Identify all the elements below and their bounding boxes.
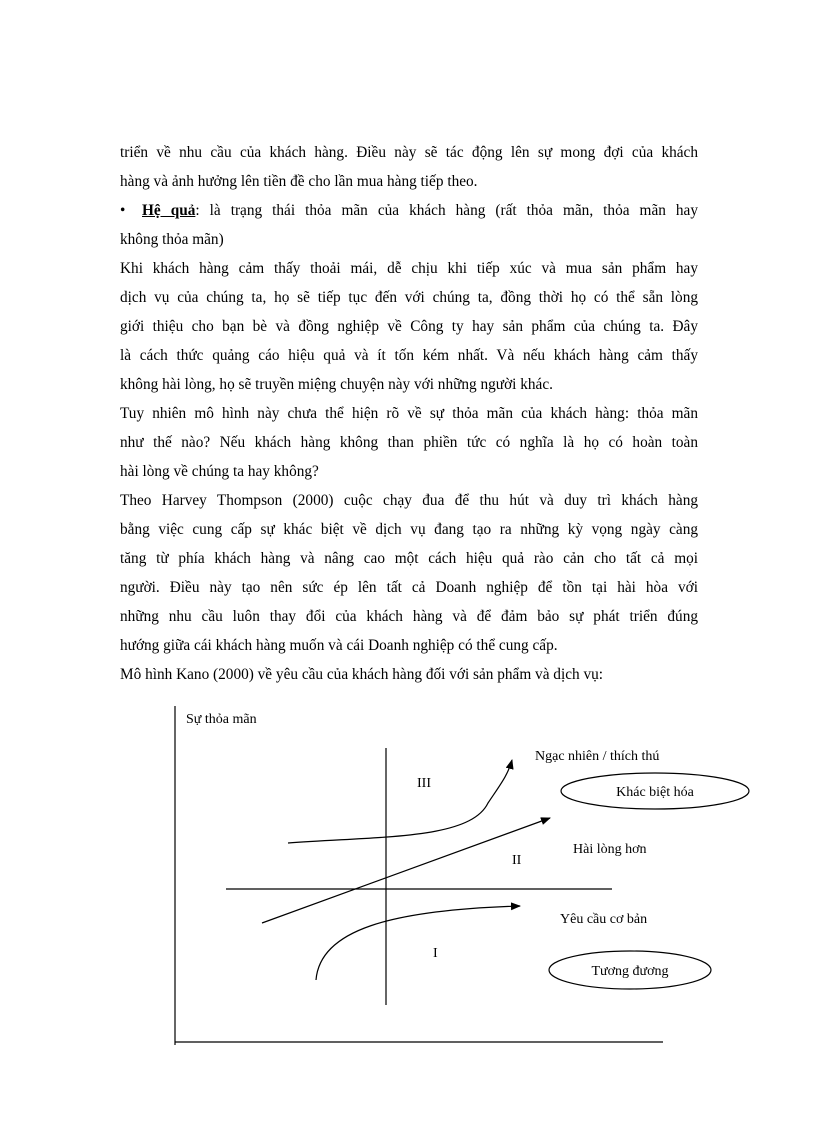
- paragraph-line: hàng và ảnh hưởng lên tiền đề cho lần mua hàng tiếp theo.: [120, 173, 478, 190]
- performance-line: [262, 818, 550, 923]
- paragraph-line: bằng việc cung cấp sự khác biệt về dịch vụ đang tạo ra những kỳ vọng ngày càng: [120, 521, 698, 538]
- paragraph-line: triển về nhu cầu của khách hàng. Điều này sẽ tác động lên sự mong đợi của khách: [120, 144, 698, 161]
- bullet-text: : là trạng thái thỏa mãn của khách hàng (rất thỏa mãn, thỏa mãn hay: [195, 202, 698, 219]
- bullet-term: Hệ quả: [142, 202, 196, 219]
- paragraph-line: Khi khách hàng cảm thấy thoải mái, dễ chịu khi tiếp xúc và mua sản phẩm hay: [120, 260, 698, 277]
- delighters-label: Ngạc nhiên / thích thú: [535, 749, 660, 764]
- paragraph-line: như thế nào? Nếu khách hàng không than phiền tức có nghĩa là họ có hoàn toàn: [120, 434, 698, 451]
- y-axis-label: Sự thỏa mãn: [186, 712, 257, 727]
- delighter-curve: [288, 760, 512, 843]
- performance-label: Hài lòng hơn: [573, 842, 647, 857]
- paragraph-line: không thỏa mãn): [120, 231, 224, 248]
- basic-curve: [316, 906, 520, 980]
- paragraph-line: giới thiệu cho bạn bè và đồng nghiệp về Công ty hay sản phẩm của chúng ta. Đây: [120, 318, 698, 335]
- paragraph-line: Mô hình Kano (2000) về yêu cầu của khách hàng đối với sản phẩm và dịch vụ:: [120, 666, 604, 683]
- region-2-label: II: [512, 853, 522, 868]
- paragraph-line: hài lòng về chúng ta hay không?: [120, 463, 319, 480]
- paragraph-line: những nhu cầu luôn thay đổi của khách hàng và để đảm bảo sự phát triển đúng: [120, 608, 698, 625]
- paragraph-line: là cách thức quảng cáo hiệu quả và ít tốn kém nhất. Và nếu khách hàng cảm thấy: [120, 347, 698, 364]
- paragraph-line: Tuy nhiên mô hình này chưa thể hiện rõ về sự thỏa mãn của khách hàng: thỏa mãn: [120, 405, 698, 422]
- paragraph-line: hướng giữa cái khách hàng muốn và cái Doanh nghiệp có thể cung cấp.: [120, 637, 558, 654]
- basic-label: Yêu cầu cơ bản: [560, 912, 648, 927]
- paragraph-line: người. Điều này tạo nên sức ép lên tất cả Doanh nghiệp để tồn tại hài hòa với: [120, 579, 698, 596]
- paragraph-line: tăng từ phía khách hàng và nâng cao một cách hiệu quả rào cản cho tất cả mọi: [120, 550, 698, 567]
- bullet-dot-icon: •: [120, 202, 126, 219]
- oval-bottom-label: Tương đương: [591, 964, 669, 979]
- region-1-label: I: [433, 946, 438, 961]
- paragraph-line: không hài lòng, họ sẽ truyền miệng chuyện này với những người khác.: [120, 376, 553, 393]
- oval-top-label: Khác biệt hóa: [616, 785, 694, 800]
- paragraph-line: dịch vụ của chúng ta, họ sẽ tiếp tục đến với chúng ta, đồng thời họ có thể sẵn lòng: [120, 289, 698, 306]
- region-3-label: III: [417, 776, 431, 791]
- paragraph-line: Theo Harvey Thompson (2000) cuộc chạy đua để thu hút và duy trì khách hàng: [120, 492, 698, 509]
